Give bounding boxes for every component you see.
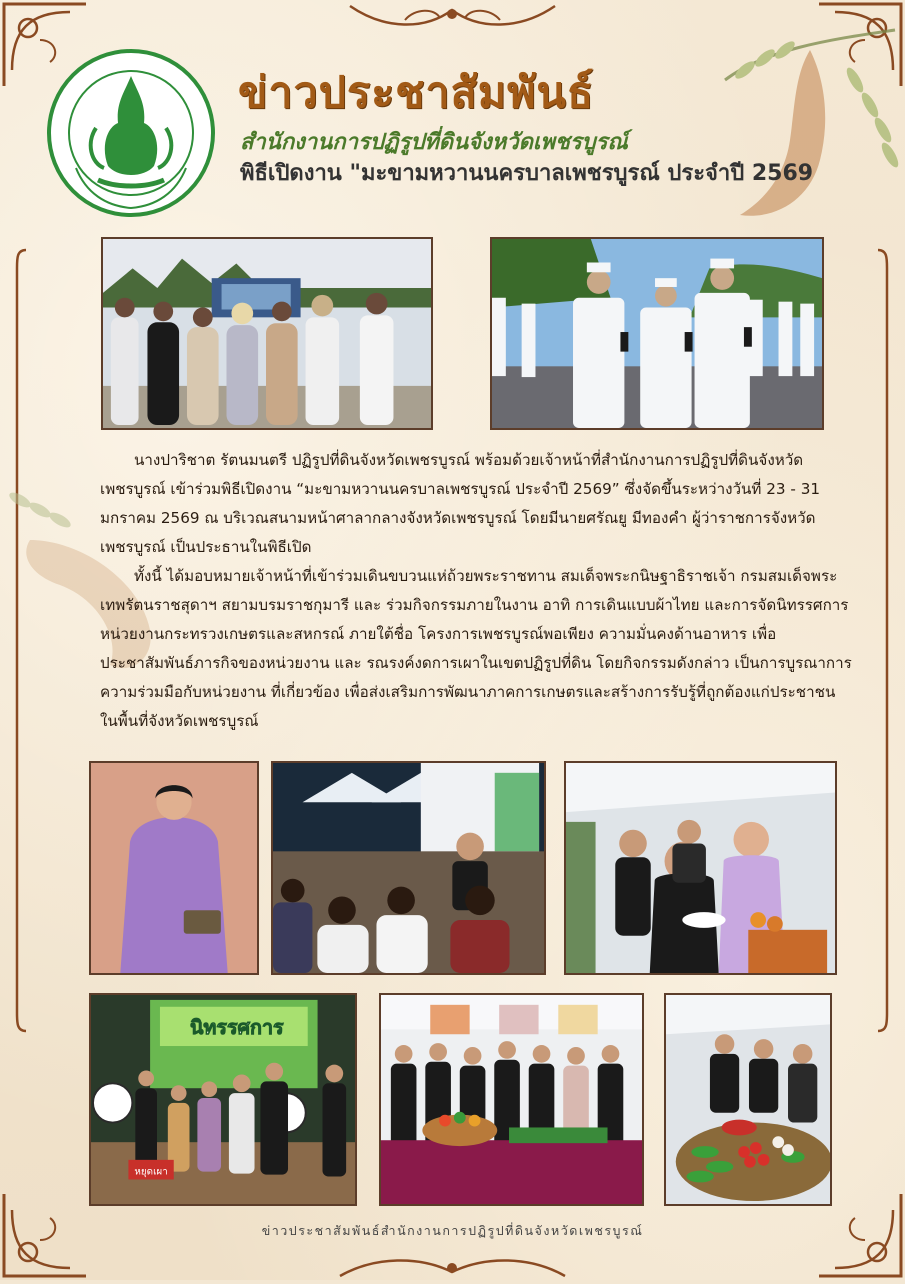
page-headline: ข่าวประชาสัมพันธ์ — [238, 68, 595, 118]
photo-group-officials — [101, 237, 433, 430]
right-side-bracket — [876, 248, 890, 1033]
alro-logo — [46, 48, 216, 218]
photo-food-serving — [564, 761, 837, 975]
photo-vegetable-basket — [664, 993, 832, 1206]
banner-text: นิทรรศการ — [189, 1016, 284, 1040]
office-name: สำนักงานการปฏิรูปที่ดินจังหวัดเพชรบูรณ์ — [240, 130, 628, 155]
article-paragraph-1: นางปาริชาต รัตนมนตรี ปฏิรูปที่ดินจังหวัดเพชรบูรณ์ พร้อมด้วยเจ้าหน้าที่สำนักงานการปฏิรูปที่ดินจังหวัดเพชรบูรณ์ เข้าร่วมพิธีเปิดงาน “มะขามหวานนครบาลเพชรบูรณ์ ประจำปี 2569” ซึ่งจัดขึ้นระหว่างวันที่ 23 - 31 มกราคม 2569 ณ บริเวณสนามหน้าศาลากลางจังหวัดเพชรบูรณ์ โดยมีนายศรัณยู มีทองคำ ผู้ว่าราชการจังหวัดเพชรบูรณ์ เป็นประธานในพิธีเปิด — [100, 451, 821, 556]
photo-exhibition-booth — [271, 761, 546, 975]
event-title: พิธีเปิดงาน "มะขามหวานนครบาลเพชรบูรณ์ ประจำปี 2569 — [240, 161, 814, 186]
photo-woman-thai-dress — [89, 761, 259, 975]
stall-sign-text: หยุดเผา — [134, 1166, 168, 1178]
tamarind-decoration-icon — [705, 10, 905, 230]
photo-produce-stall-group — [379, 993, 644, 1206]
article-paragraph-2: ทั้งนี้ ได้มอบหมายเจ้าหน้าที่เข้าร่วมเดินขบวนแห่ถ้วยพระราชทาน สมเด็จพระกนิษฐาธิราชเจ้า กรมสมเด็จพระเทพรัตนราชสุดาฯ สยามบรมราชกุมารี และ ร่วมกิจกรรมภายในงาน อาทิ การเดินแบบผ้าไทย และการจัดนิทรรศการหน่วยงานกระทรวงเกษตรและสหกรณ์ ภายใต้ชื่อ โครงการเพชรบูรณ์พอเพียง ความมั่นคงด้านอาหาร เพื่อประชาสัมพันธ์ภารกิจของหน่วยงาน และ รณรงค์งดการเผาในเขตปฏิรูปที่ดิน โดยกิจกรรมดังกล่าว เป็นการบูรณาการความร่วมมือกับหน่วยงาน ที่เกี่ยวข้อง เพื่อส่งเสริมการพัฒนาภาคการเกษตรและสร้างการรับรู้ที่ถูกต้องแก่ประชาชนในพื้นที่จังหวัดเพชรบูรณ์ — [100, 567, 852, 730]
photo-exhibition-group — [89, 993, 357, 1206]
bottom-scroll-ornament — [335, 1252, 570, 1280]
top-scroll-ornament — [345, 0, 560, 36]
photo-uniformed-officials — [490, 237, 824, 430]
page-footer: ข่าวประชาสัมพันธ์สำนักงานการปฏิรูปที่ดินจังหวัดเพชรบูรณ์ — [261, 1223, 644, 1238]
article-body — [100, 446, 852, 736]
